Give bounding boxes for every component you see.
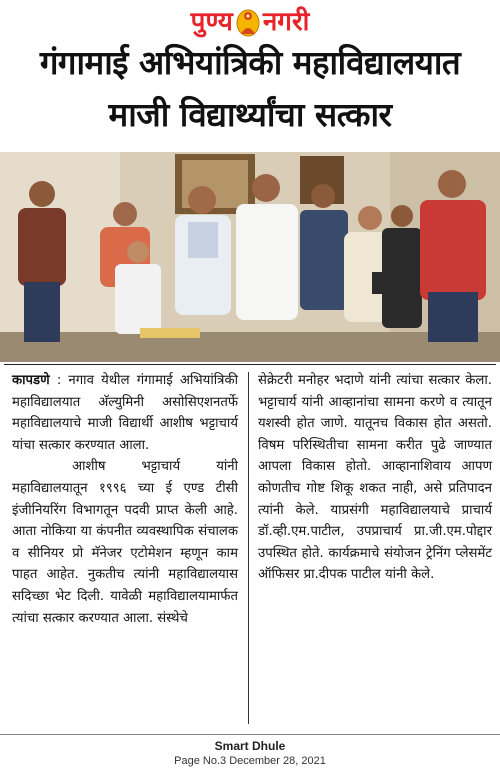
footer-page-info: Page No.3 December 28, 2021 [174,755,326,767]
column-divider [248,372,249,724]
article-paragraph-3: सेक्रेटरी मनोहर भदाणे यांनी त्यांचा सत्कार केला. भट्टाचार्य यांनी आव्हानांचा सामना करणे व त्यातून यशस्वी होत जाणे. यातूनच विकास होत असतो. विषम परिस्थितीचा सामना करीत पुढे जाण्यात आपला विकास होतो. आव्हानाशिवाय आपण कोणतीच गोष्ट शिकू शकत नाही, असे प्रतिपादन त्यांनी केले. याप्रसंगी महाविद्यालयाचे प्राचार्य डॉ.व्ही.एम.पाटील, उपप्राचार्य प्रा.जी.एम.पोद्दार उपस्थित होते. कार्यक्रमाचे संयोजन ट्रेनिंग प्लेसमेंट ऑफिसर प्रा.दीपक पाटील यांनी केले. [258,373,492,583]
article-column-right [258,370,492,586]
article-paragraph-2: आशीष भट्टाचार्य यांनी महाविद्यालयातून १९९६ च्या ई एण्ड टीसी इंजीनियरिंग विभागतून पदवी प्राप्त केली आहे. आता नोकिया या कंपनीत व्यवस्थापिक संचालक व सीनियर प्रो मॅनेजर एटोमेशन म्हणून काम पाहत आहेत. नुकतीच त्यांनी महाविद्यालयास सदिच्छा भेट दिली. यावेळी महाविद्यालयामार्फत त्यांचा सत्कार करण्यात आला. संस्थेचे [12,459,238,626]
deity-logo-icon [235,6,261,38]
headline-line-1: गंगामाई अभियांत्रिकी महाविद्यालयात [39,43,461,82]
headline-line-2: माजी विद्यार्थ्यांचा सत्कार [108,95,392,134]
group-photo [0,152,500,362]
group-photo-illustration [0,152,500,362]
photo-rule [4,364,496,365]
masthead [0,4,500,40]
footer-rule [0,734,500,735]
masthead-right-word: नगरी [262,7,310,37]
masthead-left-word: पुण्य [190,7,233,37]
article-column-left [12,370,238,629]
article-paragraph-1 [12,370,238,456]
footer-title: Smart Dhule [214,739,286,753]
article-paragraph-1-text: : नगाव येथील गंगामाई अभियांत्रिकी महाविद्यालयात अ‍ॅल्युमिनी असोसिएशनतर्फे महाविद्यालयाचे माजी विद्यार्थी आशीष भट्टाचार्य यांचा सत्कार करण्यात आला. [12,373,238,453]
dateline: कापडणे [12,373,50,388]
